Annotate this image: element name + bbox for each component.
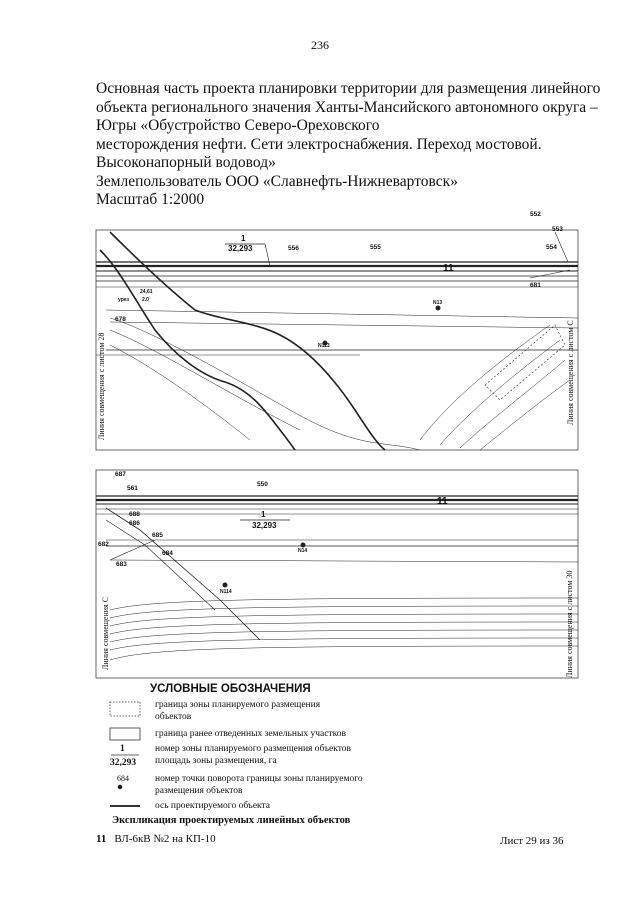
bottom-right-side-label: Линия совмещения с листом 30 (565, 570, 574, 678)
title-line: Землепользователь ООО «Славнефть-Нижневартовск» (96, 172, 458, 190)
well-label: N114 (220, 589, 232, 595)
top-axis-label: 11 (443, 263, 454, 274)
title-line: Основная часть проекта планировки территории для размещения линейного (96, 80, 601, 97)
small-label: 24,61 (140, 289, 153, 295)
bottom-map (96, 470, 578, 678)
allotted-boundary-symbol (110, 728, 140, 740)
explication-row (96, 833, 216, 845)
point-label: 688 (129, 511, 140, 518)
top-left-side-label: Линия совмещения с листом 28 (97, 332, 106, 440)
bottom-zone-area: 32,293 (252, 521, 277, 530)
legend-point-label: 684 (117, 774, 129, 783)
point-label: 553 (552, 226, 563, 233)
bottom-left-side-label: Линия совмещения С (101, 596, 110, 670)
point-label: 555 (370, 244, 381, 251)
point-label: 681 (530, 282, 541, 289)
legend-item (155, 699, 320, 723)
title-line: месторождения нефти. Сети электроснабжения. Переход мостовой. (96, 135, 542, 153)
top-zone-area: 32,293 (228, 244, 253, 253)
well-label: N13 (433, 300, 443, 306)
point-label: 684 (162, 550, 173, 557)
legend-text: номер точки поворота границы зоны планируемого (155, 774, 363, 784)
bottom-zone-number: 1 (261, 510, 266, 519)
point-label: 682 (98, 541, 109, 548)
title-line: объекта регионального значения Ханты-Мансийского автономного округа – (96, 98, 598, 116)
legend-text: размещения объектов (155, 786, 243, 796)
well-label: N113 (318, 343, 330, 349)
top-map-labels (97, 211, 575, 440)
legend-title: УСЛОВНЫЕ ОБОЗНАЧЕНИЯ (150, 683, 311, 695)
sheet-number: Лист 29 из 36 (500, 835, 564, 847)
legend-item (155, 728, 346, 740)
title-line: Югры «Обустройство Северо-Ореховского (96, 117, 380, 134)
small-label: 2.0 (142, 297, 149, 303)
legend-text: граница ранее отведенных земельных участков (155, 729, 346, 739)
page-number: 236 (311, 38, 329, 52)
point-label: 685 (152, 532, 163, 539)
explication-text: ВЛ-6кВ №2 на КП-10 (114, 833, 216, 845)
point-label: 678 (115, 316, 126, 323)
bottom-axis-label: 11 (437, 496, 448, 507)
legend-symbols (110, 702, 140, 806)
point-symbol (118, 785, 122, 789)
legend-fraction-numer: 1 (120, 744, 125, 754)
well-label: N14 (298, 548, 308, 554)
zone-boundary-symbol (110, 702, 140, 716)
legend-item (155, 800, 270, 812)
top-map (96, 230, 578, 450)
point-label: 686 (129, 520, 140, 527)
legend-text: объектов (155, 712, 192, 722)
point-label: 683 (116, 561, 127, 568)
legend-item (155, 743, 351, 767)
small-label: урез (118, 297, 130, 303)
top-zone-number: 1 (241, 234, 246, 243)
legend-text: площадь зоны размещения, га (155, 756, 277, 766)
legend-text: ось проектируемого объекта (155, 801, 271, 811)
explication-title: Экспликация проектируемых линейных объектов (112, 815, 351, 826)
top-right-side-label: Линия совмещения с листом С (566, 320, 575, 425)
point-label: 687 (115, 471, 126, 478)
legend-text: граница зоны планируемого размещения (155, 700, 321, 710)
title-line: Высоконапорный водовод» (96, 154, 276, 171)
point-label: 550 (257, 481, 268, 488)
point-label: 561 (127, 485, 138, 492)
title-line: Масштаб 1:2000 (96, 191, 205, 208)
legend-item (155, 773, 363, 797)
point-label: 554 (546, 244, 557, 251)
legend-fraction-denom: 32,293 (110, 758, 137, 768)
legend-text: номер зоны планируемого размещения объектов (155, 744, 352, 754)
explication-number: 11 (96, 833, 107, 845)
point-label: 556 (288, 245, 299, 252)
top-map-frame (96, 230, 578, 450)
point-label: 552 (530, 211, 541, 218)
